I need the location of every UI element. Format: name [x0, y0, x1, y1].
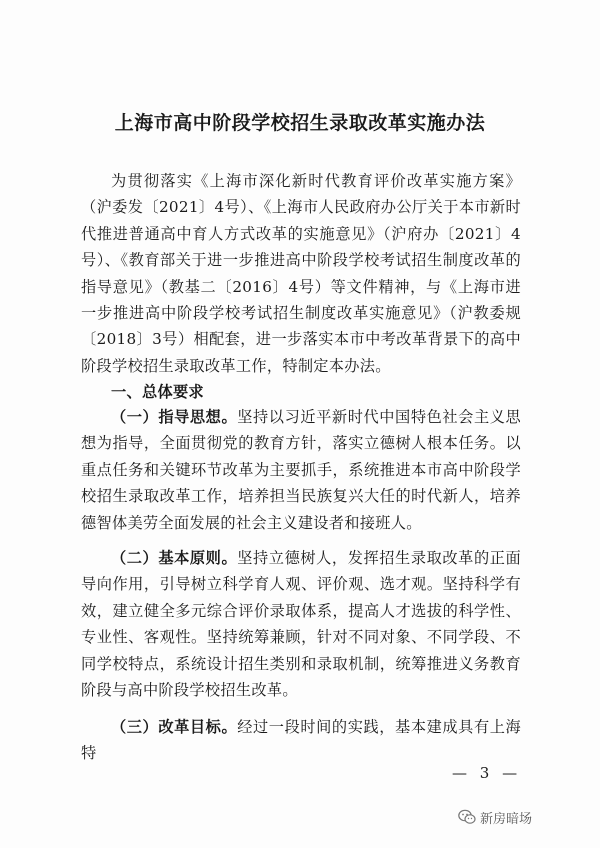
document-title: 上海市高中阶段学校招生录取改革实施办法 — [114, 112, 486, 134]
item2-lead: （二）基本原则。 — [111, 549, 238, 567]
watermark-text: 新房暗场 — [480, 811, 533, 827]
item2-text: 坚持立德树人，发挥招生录取改革的正面导向作用，引导树立科学育人观、评价观、选才观。坚持科学有效，建立健全多元综合评价录取体系，提高人才选拔的科学性、专业性、客观性。坚持统筹兼顾，针对不同对象、不同学段、不同学校特点，系统设计招生类别和录取机制，统筹推进义务教育阶段与高中阶段学校招生改革。 — [81, 549, 521, 700]
item2-paragraph — [81, 545, 521, 703]
item3-lead: （三）改革目标。 — [111, 718, 238, 736]
intro-paragraph: 为贯彻落实《上海市深化新时代教育评价改革实施方案》（沪委发〔2021〕4号）、《上海市人民政府办公厅关于本市新时代推进普通高中育人方式改革的实施意见》（沪府办〔2021〕4号）、《教育部关于进一步推进高中阶段学校考试招生制度改革的指导意见》（教基二〔2016〕4号）等文件精神，与《上海市进一步推进高中阶段学校考试招生制度改革实施意见》（沪教委规〔2018〕3号）相配套，进一步落实本市中考改革背景下的高中阶段学校招生录取改革工作，特制定本办法。 — [81, 172, 521, 375]
section1-heading: 一、总体要求 — [111, 383, 204, 401]
item1-paragraph — [81, 404, 521, 536]
wechat-icon — [458, 809, 476, 825]
watermark — [458, 806, 532, 828]
item3-paragraph — [81, 714, 521, 767]
item3-text: 经过一段时间的实践，基本建成具有上海特 — [81, 718, 521, 763]
item1-text: 坚持以习近平新时代中国特色社会主义思想为指导，全面贯彻党的教育方针，落实立德树人根本任务。以重点任务和关键环节改革为主要抓手，系统推进本市高中阶段学校招生录取改革工作，培养担当民族复兴大任的时代新人，培养德智体美劳全面发展的社会主义建设者和接班人。 — [81, 408, 521, 532]
page-number: — 3 — — [452, 764, 522, 782]
item1-lead: （一）指导思想。 — [111, 408, 238, 426]
